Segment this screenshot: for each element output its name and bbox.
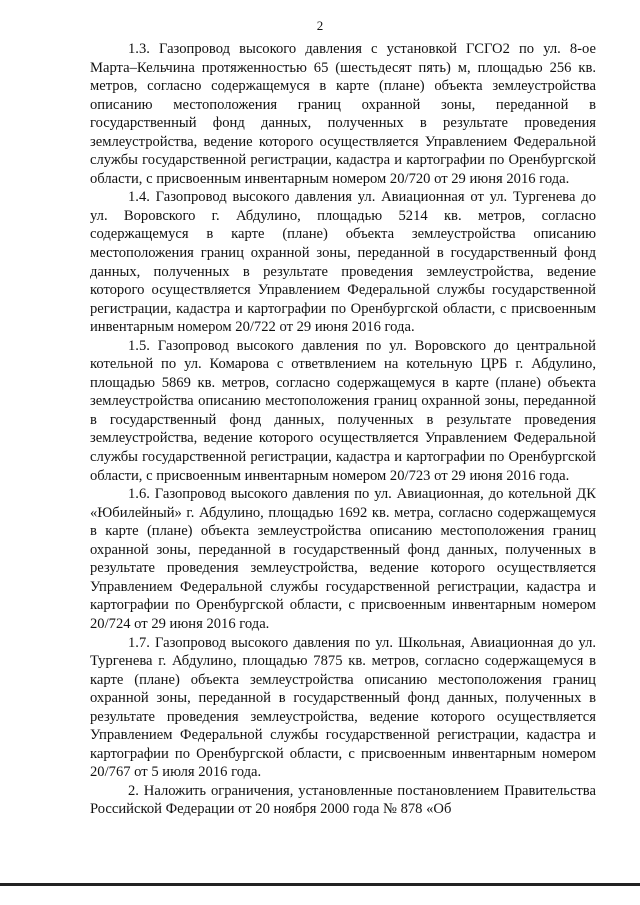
paragraph-1-7: 1.7. Газопровод высокого давления по ул. Школьная, Авиационная до ул. Тургенева г. Абдулино, площадью 7875 кв. метров, согласно содержащемуся в карте (плане) объекта землеустройства описанию местоположения границ охранной зоны, переданной в государственный фонд данных, полученных в результате проведения землеустройства, ведение которого осуществляется Управлением Федеральной службы государственной регистрации, кадастра и картографии по Оренбургской области, с присвоенным инвентарным номером 20/767 от 5 июля 2016 года. [90,634,596,781]
page-number: 2 [316,18,324,33]
paragraph-1-5: 1.5. Газопровод высокого давления по ул. Воровского до центральной котельной по ул. Комарова с ответвлением на котельную ЦРБ г. Абдулино, площадью 5869 кв. метров, согласно содержащемуся в карте (плане) объекта землеустройства описанию местоположения границ охранной зоны, переданной в государственный фонд данных, полученных в результате проведения землеустройства, ведение которого осуществляется Управлением Федеральной службы государственной регистрации, кадастра и картографии по Оренбургской области, с присвоенным инвентарным номером 20/723 от 29 июня 2016 года. [90,337,596,484]
paragraph-1-6: 1.6. Газопровод высокого давления по ул. Авиационная, до котельной ДК «Юбилейный» г. Абдулино, площадью 1692 кв. метра, согласно содержащемуся в карте (плане) объекта землеустройства описанию местоположения границ охранной зоны, переданной в государственный фонд данных, полученных в результате проведения землеустройства, ведение которого осуществляется Управлением Федеральной службы государственной регистрации, кадастра и картографии по Оренбургской области, с присвоенным инвентарным номером 20/724 от 29 июня 2016 года. [90,486,596,632]
paragraph-1-4: 1.4. Газопровод высокого давления ул. Авиационная от ул. Тургенева до ул. Воровского г. Абдулино, площадью 5214 кв. метров, согласно содержащемуся в карте (плане) объекта землеустройства описанию местоположения границ охранной зоны, переданной в государственный фонд данных, полученных в результате проведения землеустройства, ведение которого осуществляется Управлением Федеральной службы государственной регистрации, кадастра и картографии по Оренбургской области, с присвоенным инвентарным номером 20/722 от 29 июня 2016 года. [90,189,596,336]
paragraph-1-3: 1.3. Газопровод высокого давления с установкой ГСГО2 по ул. 8-ое Марта–Кельчина протяженностью 65 (шестьдесят пять) м, площадью 256 кв. метров, согласно содержащемуся в карте (плане) объекта землеустройства описанию местоположения границ охранной зоны, переданной в государственный фонд данных, полученных в результате проведения землеустройства, ведение которого осуществляется Управлением Федеральной службы государственной регистрации, кадастра и картографии по Оренбургской области, с присвоенным инвентарным номером 20/720 от 29 июня 2016 года. [90,41,596,187]
paragraph-2: 2. Наложить ограничения, установленные постановлением Правительства Российской Федерации от 20 ноября 2000 года № 878 «Об [90,782,596,818]
document-body [90,40,596,819]
bottom-border-line [0,883,640,886]
